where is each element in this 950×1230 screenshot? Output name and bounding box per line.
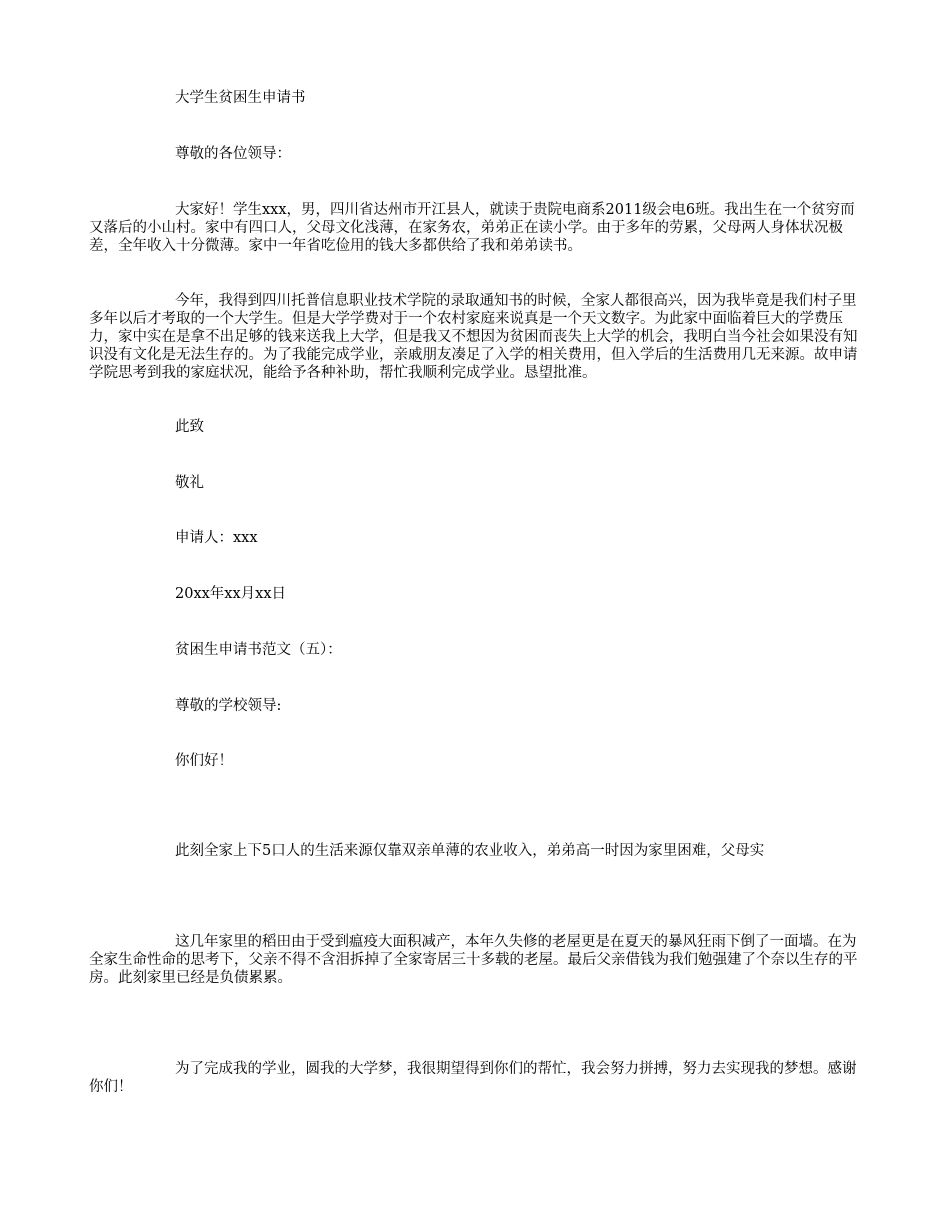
salutation: 尊敬的各位领导： [175,146,291,162]
document-title: 大学生贫困生申请书 [175,90,306,106]
paragraph-5: 为了完成我的学业，圆我的大学梦，我很期望得到你们的帮忙，我会努力拼搏，努力去实现我的梦想。感谢你们！ [89,1061,857,1095]
section-title: 贫困生申请书范文（五）： [175,642,342,658]
paragraph-4: 这几年家里的稻田由于受到瘟疫大面积减产，本年久失修的老屋更是在夏天的暴风狂雨下倒了一面墙。在为全家生命性命的思考下，父亲不得不含泪拆掉了全家寄居三十多载的老屋。最后父亲借钱为我们勉强建了个奈以生存的平房。此刻家里已经是负债累累。 [89,934,858,986]
paragraph-1: 大家好！学生xxx，男，四川省达州市开江县人，就读于贵院电商系2011级会电6班。我出生在一个贫穷而又落后的小山村。家中有四口人，父母文化浅薄，在家务农，弟弟正在读小学。由于多年的劳累，父母两人身体状况极差，全年收入十分微薄。家中一年省吃俭用的钱大多都供给了我和弟弟读书。 [89,202,855,254]
second-salutation: 尊敬的学校领导: [175,698,282,714]
closing-1: 此致 [175,419,204,435]
applicant-signature: 申请人：xxx [175,530,258,546]
date-line: 20xx年xx月xx日 [175,586,287,602]
paragraph-2: 今年，我得到四川托普信息职业技术学院的录取通知书的时候，全家人都很高兴，因为我毕竟是我们村子里多年以后才考取的一个大学生。但是大学学费对于一个农村家庭来说真是一个天文数字。为此家中面临着巨大的学费压力，家中实在是拿不出足够的钱来送我上大学，但是我又不想因为贫困而丧失上大学的机会，我明白当今社会如果没有知识没有文化是无法生存的。为了我能完成学业，亲戚朋友凑足了入学的相关费用，但入学后的生活费用几无来源。故申请学院思考到我的家庭状况，能给予各种补助，帮忙我顺利完成学业。恳望批准。 [89,293,858,381]
greeting: 你们好！ [175,753,233,769]
paragraph-3: 此刻全家上下5口人的生活来源仅靠双亲单薄的农业收入，弟弟高一时因为家里困难，父母实 [175,843,765,859]
closing-2: 敬礼 [175,475,204,491]
